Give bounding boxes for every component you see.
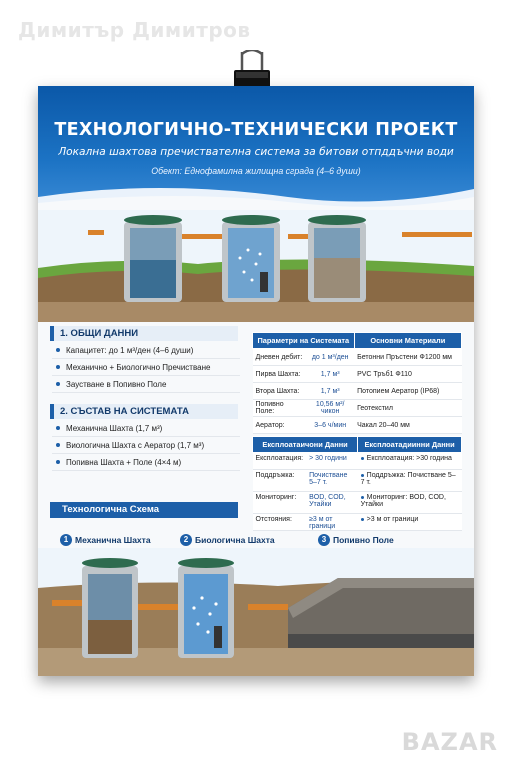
composition-heading: 2. СЪСТАВ НА СИСТЕМАТА [50, 404, 238, 419]
operation-data-table [252, 436, 462, 531]
table-row: Мониторинг: BOD, COD, Утайки Мониторинг: BOD, COD, Утайки [253, 492, 462, 514]
hero-illustration [38, 210, 474, 322]
table-row: Втора Шахта: 1,7 м³ Потопием Аератор (IP68) [253, 383, 462, 400]
general-data-list [52, 342, 240, 393]
poster [38, 86, 474, 676]
table-row: Дневен дебит: до 1 м³/ден Бетонни Пръстени Ф1200 мм [253, 349, 462, 366]
bullet-icon [361, 457, 364, 460]
general-data-heading: 1. ОБЩИ ДАННИ [50, 326, 238, 341]
composition-list [52, 420, 240, 471]
list-item: Капацитет: до 1 м³/ден (4–6 души) [52, 342, 240, 359]
operation-header-left: Експлоатаичони Данни [253, 437, 358, 453]
bullet-icon [361, 496, 364, 499]
schema-heading: Технологична Схема [50, 502, 238, 518]
bullet-icon [361, 518, 364, 521]
bullet-icon [56, 460, 60, 464]
list-item: Попивна Шахта + Поле (4×4 м) [52, 454, 240, 471]
operation-header-right: Експлоатадиинни Данни [358, 437, 462, 453]
schema-step-3: 3 Попивно Поле [318, 534, 394, 546]
page-title: ТЕХНОЛОГИЧНО-ТЕХНИЧЕСКИ ПРОЕКТ [54, 120, 458, 140]
table-row: Попивно Поле: 10,56 м²/чикон Геотекстил [253, 400, 462, 417]
list-item: Заустване в Попивно Поле [52, 376, 240, 393]
brand-watermark: BAZAR [401, 728, 498, 756]
bullet-icon [56, 382, 60, 386]
bullet-icon [56, 365, 60, 369]
materials-header: Основни Материали [354, 333, 461, 349]
table-row: Експлоатация: > 30 години Експлоатация: >30 година [253, 453, 462, 470]
table-row: Пирва Шахта: 1,7 м³ PVC Тръб1 Ф110 [253, 366, 462, 383]
bullet-icon [361, 474, 364, 477]
object-description: Обект: Еднофамилна жилищна сграда (4–6 души) [151, 166, 361, 176]
table-row: Отстояния: ≥3 м от граници >3 м от граници [253, 514, 462, 531]
bullet-icon [56, 443, 60, 447]
poster-header [38, 86, 474, 210]
page-subtitle: Локална шахтова пречиствателна система за битови отпддъчни води [58, 146, 454, 158]
author-watermark: Димитър Димитров [18, 18, 251, 42]
bullet-icon [56, 348, 60, 352]
schema-illustration [38, 548, 474, 676]
table-row: Аератор: 3–6 ч/мин Чакал 20–40 мм [253, 417, 462, 434]
table-row: Поддръжка: Почистване 5–7 т. Поддръжка: Почистване 5–7 т. [253, 470, 462, 492]
schema-step-2: 2 Биологична Шахта [180, 534, 275, 546]
header-swoosh [38, 185, 474, 211]
params-header: Параметри на Системата [253, 333, 355, 349]
list-item: Виологична Шахта с Аератор (1,7 м³) [52, 437, 240, 454]
list-item: Механично + Биологично Пречистване [52, 359, 240, 376]
schema-step-1: 1 Механична Шахта [60, 534, 151, 546]
list-item: Механична Шахта (1,7 м³) [52, 420, 240, 437]
system-params-table [252, 332, 462, 434]
bullet-icon [56, 426, 60, 430]
